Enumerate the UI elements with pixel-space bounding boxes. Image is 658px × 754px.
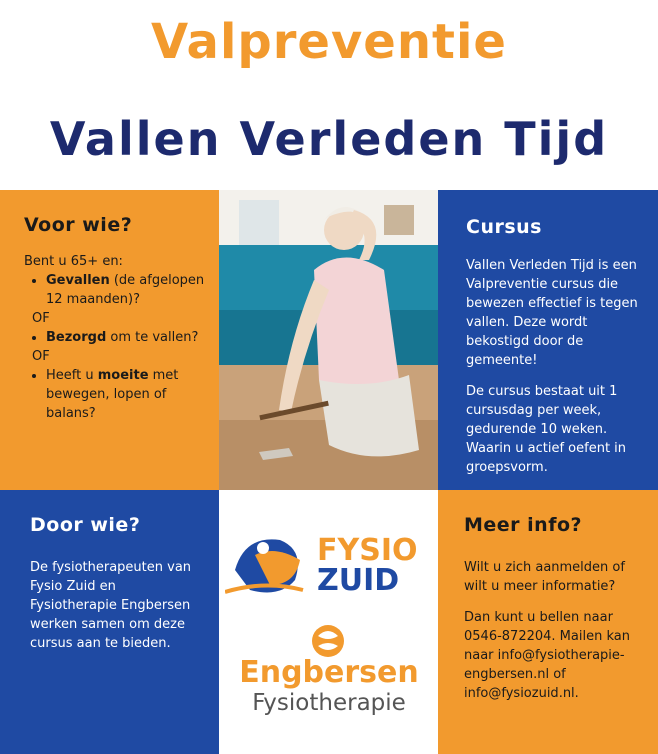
fysio-zuid-logo-icon bbox=[225, 530, 305, 600]
cursus-heading: Cursus bbox=[466, 216, 542, 238]
voor-wie-heading: Voor wie? bbox=[24, 214, 133, 236]
door-wie-text: De fysiotherapeuten van Fysio Zuid en Fysiotherapie Engbersen werken samen om deze cursus aan te bieden. bbox=[30, 560, 192, 651]
cursus-paragraph-1: Vallen Verleden Tijd is een Valpreventie cursus die bewezen effectief is tegen vallen. Deze wordt bekostigd door de gemeente! bbox=[466, 258, 638, 368]
meer-info-heading: Meer info? bbox=[464, 514, 583, 536]
logos-panel bbox=[219, 490, 438, 754]
voor-wie-panel bbox=[0, 190, 219, 490]
list-item: • Gevallen (de afgelopen 12 maanden)? bbox=[46, 271, 207, 309]
zuid-logo-text: ZUID bbox=[317, 563, 400, 598]
door-wie-heading: Door wie? bbox=[30, 514, 141, 536]
page-title: Valpreventie bbox=[151, 14, 507, 70]
or-label: OF bbox=[32, 311, 50, 326]
page-subtitle: Vallen Verleden Tijd bbox=[49, 112, 609, 166]
fysiotherapie-logo-text: Fysiotherapie bbox=[252, 690, 406, 716]
list-item: • Bezorgd om te vallen? bbox=[46, 328, 207, 347]
meer-info-paragraph-1: Wilt u zich aanmelden of wilt u meer informatie? bbox=[464, 560, 625, 594]
meer-info-panel bbox=[438, 490, 658, 754]
engbersen-logo-text: Engbersen bbox=[239, 655, 419, 690]
voor-wie-list-2 bbox=[24, 328, 207, 347]
meer-info-paragraph-2: Dan kunt u bellen naar 0546-872204. Mailen kan naar info@fysiotherapie-engbersen.nl of info@fysiozuid.nl. bbox=[464, 610, 630, 701]
voor-wie-intro: Bent u 65+ en: bbox=[24, 254, 123, 269]
voor-wie-list-1 bbox=[24, 271, 207, 309]
fysio-logo-text: FYSIO bbox=[317, 533, 418, 568]
elderly-woman-fall-photo bbox=[219, 190, 438, 490]
door-wie-panel bbox=[0, 490, 219, 754]
cursus-panel bbox=[438, 190, 658, 490]
list-item: • Heeft u moeite met bewegen, lopen of balans? bbox=[46, 366, 207, 423]
or-label: OF bbox=[32, 349, 50, 364]
engbersen-logo-icon bbox=[308, 624, 348, 658]
voor-wie-list-3 bbox=[24, 366, 207, 423]
cursus-paragraph-2: De cursus bestaat uit 1 cursusdag per week, gedurende 10 weken. Waarin u actief oefent in groepsvorm. bbox=[466, 384, 627, 475]
